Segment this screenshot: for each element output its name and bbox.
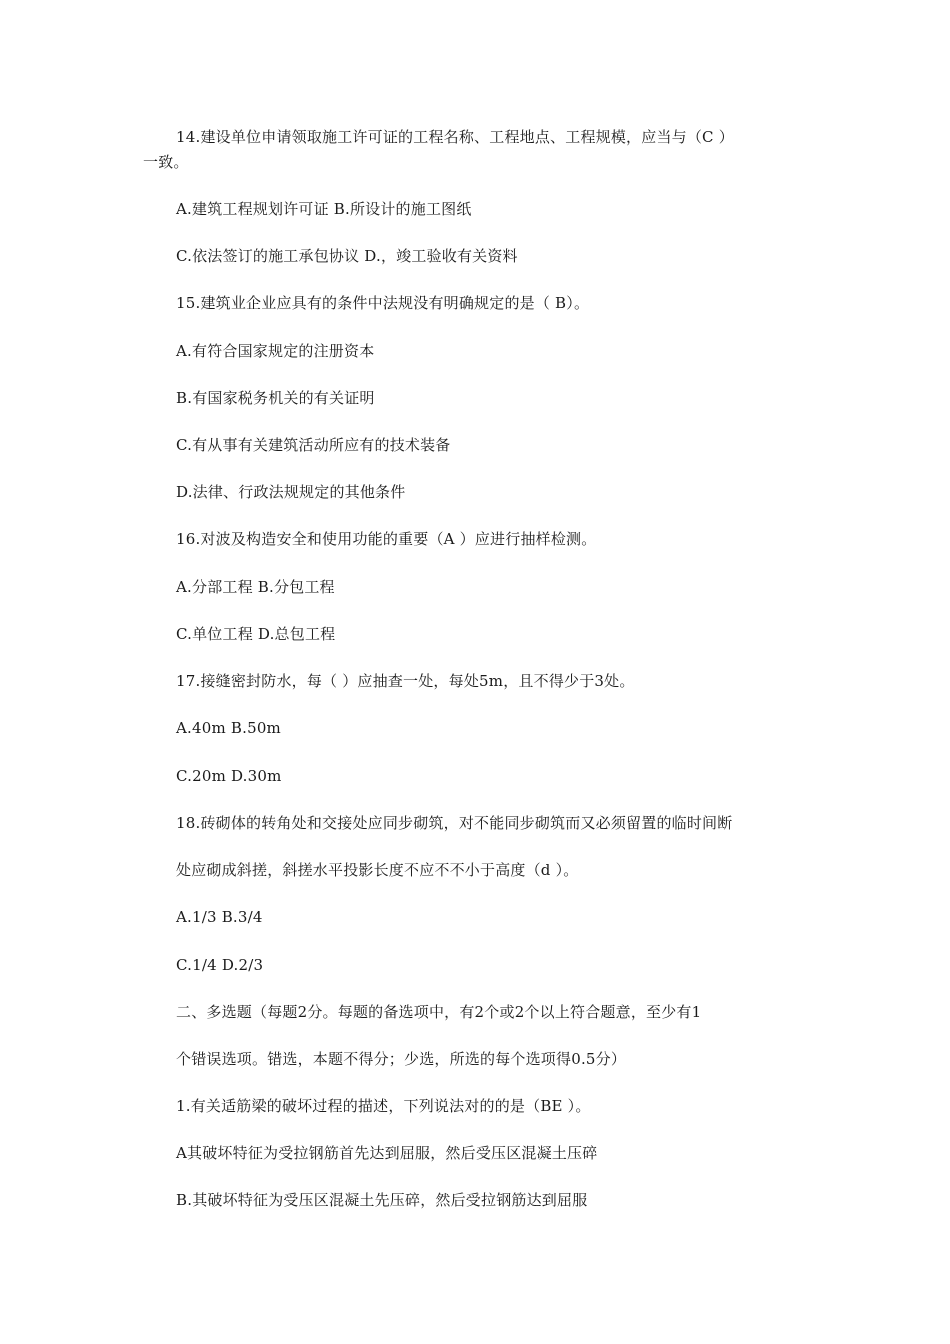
question-14-line-1: 14.建设单位申请领取施工许可证的工程名称、工程地点、工程规模，应当与（C ） [176,128,734,146]
multi-question-1-option-b: B.其破坏特征为受压区混凝土先压碎，然后受拉钢筋达到屈服 [176,1191,588,1209]
question-15-option-a: A.有符合国家规定的注册资本 [176,342,375,360]
question-18-options-ab: A.1/3 B.3/4 [176,908,263,926]
question-17: 17.接缝密封防水，每（ ）应抽查一处，每处5m，且不得少于3处。 [176,672,635,690]
section-heading-line-2: 个错误选项。错选，本题不得分；少选，所选的每个选项得0.5分） [176,1050,627,1068]
question-16: 16.对波及构造安全和使用功能的重要（A ）应进行抽样检测。 [176,530,597,548]
question-15-option-b: B.有国家税务机关的有关证明 [176,389,375,407]
question-15: 15.建筑业企业应具有的条件中法规没有明确规定的是（ B）。 [176,294,590,312]
question-14-options-cd: C.依法签订的施工承包协议 D.，竣工验收有关资料 [176,247,518,265]
question-16-options-cd: C.单位工程 D.总包工程 [176,625,336,643]
question-17-options-ab: A.40m B.50m [176,719,281,737]
question-16-options-ab: A.分部工程 B.分包工程 [176,578,335,596]
question-18-options-cd: C.1/4 D.2/3 [176,956,264,974]
question-14-line-2: 一致。 [143,153,189,171]
question-15-option-d: D.法律、行政法规规定的其他条件 [176,483,406,501]
multi-question-1: 1.有关适筋梁的破坏过程的描述，下列说法对的的是（BE ）。 [176,1097,591,1115]
question-14-options-ab: A.建筑工程规划许可证 B.所设计的施工图纸 [176,200,472,218]
question-18-line-1: 18.砖砌体的转角处和交接处应同步砌筑，对不能同步砌筑而又必须留置的临时间断 [176,814,733,832]
question-18-line-2: 处应砌成斜搓，斜搓水平投影长度不应不不小于高度（d ）。 [176,861,579,879]
question-15-option-c: C.有从事有关建筑活动所应有的技术装备 [176,436,451,454]
question-17-options-cd: C.20m D.30m [176,767,282,785]
multi-question-1-option-a: A其破坏特征为受拉钢筋首先达到屈服，然后受压区混凝土压碎 [176,1144,598,1162]
section-heading-line-1: 二、多选题（每题2分。每题的备选项中，有2个或2个以上符合题意，至少有1 [176,1003,702,1021]
